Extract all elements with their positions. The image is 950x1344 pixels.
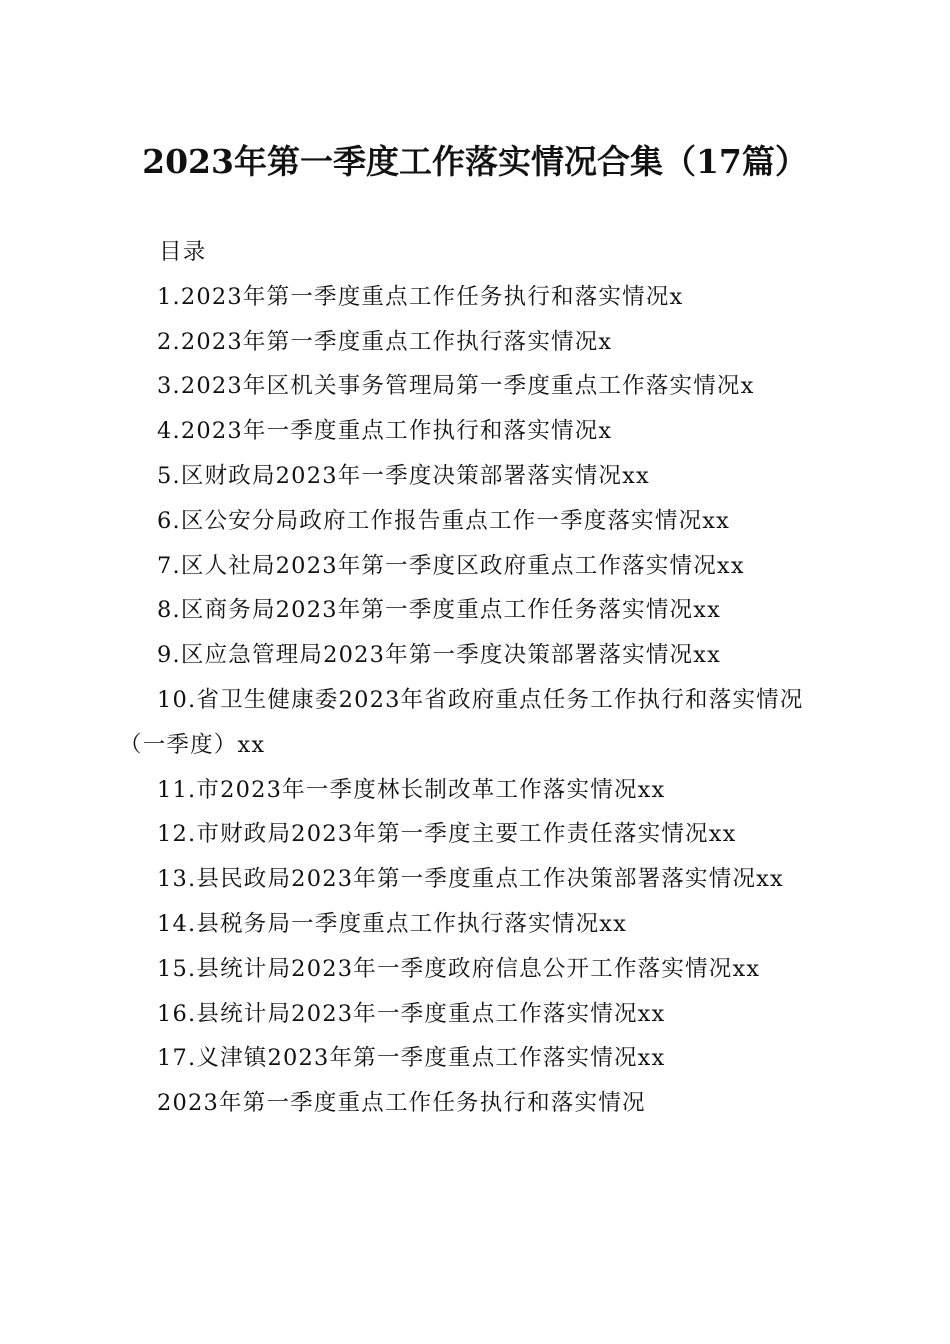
- toc-item-1[interactable]: 1.2023年第一季度重点工作任务执行和落实情况x: [157, 283, 684, 310]
- toc-item-12[interactable]: 12.市财政局2023年第一季度主要工作责任落实情况xx: [157, 821, 737, 848]
- section-heading: 2023年第一季度重点工作任务执行和落实情况: [157, 1090, 646, 1117]
- document-title: 2023年第一季度工作落实情况合集（17篇）: [142, 142, 808, 181]
- toc-item-5[interactable]: 5.区财政局2023年一季度决策部署落实情况xx: [157, 462, 650, 489]
- toc-item-9[interactable]: 9.区应急管理局2023年第一季度决策部署落实情况xx: [157, 642, 722, 669]
- toc-item-15[interactable]: 15.县统计局2023年一季度政府信息公开工作落实情况xx: [157, 955, 761, 982]
- toc-item-6[interactable]: 6.区公安分局政府工作报告重点工作一季度落实情况xx: [157, 507, 731, 534]
- toc-list: [119, 275, 831, 1081]
- table-of-contents: [119, 230, 831, 1126]
- toc-item-2[interactable]: 2.2023年第一季度重点工作执行落实情况x: [157, 328, 613, 355]
- toc-item-17[interactable]: 17.义津镇2023年第一季度重点工作落实情况xx: [157, 1045, 666, 1072]
- toc-item-10[interactable]: 10.省卫生健康委2023年省政府重点任务工作执行和落实情况（一季度）xx: [119, 686, 804, 758]
- toc-item-13[interactable]: 13.县民政局2023年第一季度重点工作决策部署落实情况xx: [157, 866, 784, 893]
- toc-item-3[interactable]: 3.2023年区机关事务管理局第一季度重点工作落实情况x: [157, 373, 755, 400]
- toc-item-11[interactable]: 11.市2023年一季度林长制改革工作落实情况xx: [157, 776, 666, 803]
- toc-item-8[interactable]: 8.区商务局2023年第一季度重点工作任务落实情况xx: [157, 597, 722, 624]
- toc-item-14[interactable]: 14.县税务局一季度重点工作执行落实情况xx: [157, 910, 628, 937]
- toc-item-16[interactable]: 16.县统计局2023年一季度重点工作落实情况xx: [157, 1000, 666, 1027]
- toc-heading: 目录: [159, 239, 207, 265]
- toc-item-7[interactable]: 7.区人社局2023年第一季度区政府重点工作落实情况xx: [157, 552, 745, 579]
- toc-item-4[interactable]: 4.2023年一季度重点工作执行和落实情况x: [157, 418, 613, 445]
